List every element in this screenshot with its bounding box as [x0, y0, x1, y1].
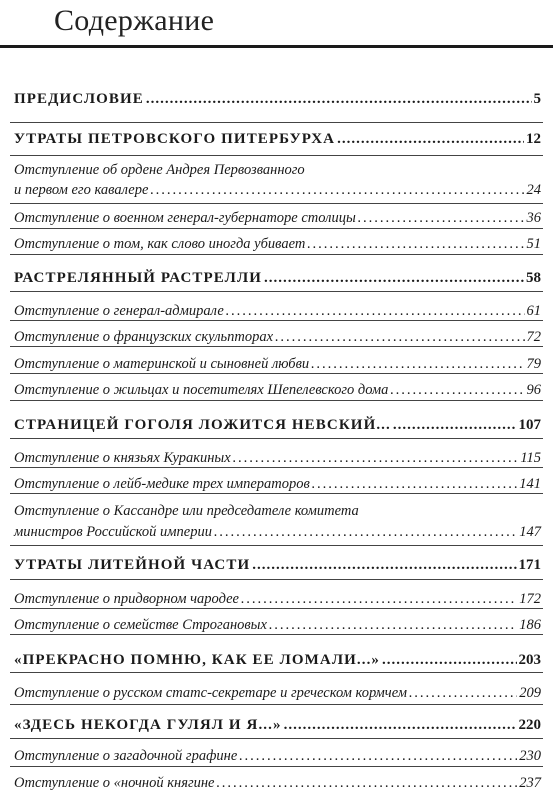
toc-divider	[10, 467, 543, 468]
toc-divider	[10, 608, 543, 609]
toc-entry-label: «ПРЕКРАСНО ПОМНЮ, КАК ЕЕ ЛОМАЛИ...»	[14, 652, 381, 668]
toc-chapter-entry[interactable]	[14, 131, 541, 148]
toc-entry-label: УТРАТЫ ПЕТРОВСКОГО ПИТЕРБУРХА	[14, 131, 336, 147]
toc-divider	[10, 373, 543, 374]
toc-divider	[10, 766, 543, 767]
toc-divider	[10, 346, 543, 347]
toc-page-number: 220	[518, 717, 541, 733]
toc-entry-label: министров Российской империи	[14, 524, 212, 540]
toc-subsection-entry[interactable]	[14, 236, 541, 253]
toc-divider	[10, 291, 543, 292]
dot-leader	[264, 270, 524, 287]
dot-leader	[216, 775, 517, 792]
dot-leader	[269, 617, 517, 634]
toc-subsection-entry[interactable]	[14, 617, 541, 634]
toc-chapter-entry[interactable]	[14, 717, 541, 734]
toc-page-number: 230	[519, 748, 541, 764]
toc-entry-label: Отступление о придворном чародее	[14, 591, 239, 607]
toc-page-number: 12	[526, 131, 541, 147]
toc-divider	[10, 493, 543, 494]
toc-divider	[10, 203, 543, 204]
toc-subsection-entry[interactable]	[14, 450, 541, 467]
toc-entry-label: Отступление о лейб-медике трех императоров	[14, 476, 310, 492]
toc-entry-label: Отступление о французских скульпторах	[14, 329, 274, 345]
dot-leader	[382, 652, 516, 669]
toc-divider	[10, 579, 543, 580]
toc-chapter-entry[interactable]	[14, 270, 541, 287]
toc-page-number: 147	[519, 524, 541, 540]
toc-entry-label: ПРЕДИСЛОВИЕ	[14, 91, 144, 107]
toc-subsection-entry[interactable]	[14, 182, 541, 199]
toc-subsection-entry[interactable]	[14, 685, 541, 702]
toc-divider	[10, 438, 543, 439]
toc-divider	[10, 545, 543, 546]
toc-divider	[10, 672, 543, 673]
toc-page-number: 96	[526, 382, 541, 398]
page-title: Содержание	[54, 4, 215, 37]
toc-entry-first-line: Отступление о Кассандре или председателе комитета	[14, 503, 359, 519]
toc-entry-label: Отступление о семействе Строгановых	[14, 617, 267, 633]
toc-entry-label: РАСТРЕЛЯННЫЙ РАСТРЕЛЛИ	[14, 270, 262, 286]
toc-chapter-entry[interactable]	[14, 417, 541, 434]
toc-page-number: 171	[518, 557, 541, 573]
toc-divider	[10, 320, 543, 321]
dot-leader	[226, 303, 525, 320]
dot-leader	[337, 131, 524, 148]
toc-divider	[10, 634, 543, 635]
toc-page-number: 141	[519, 476, 541, 492]
toc-page-number: 79	[526, 356, 541, 372]
dot-leader	[390, 382, 524, 399]
toc-divider	[10, 254, 543, 255]
toc-subsection-entry[interactable]	[14, 591, 541, 608]
toc-chapter-entry[interactable]	[14, 652, 541, 669]
toc-page-number: 58	[526, 270, 541, 286]
toc-entry-label: Отступление о военном генерал-губернаторе столицы	[14, 210, 356, 226]
dot-leader	[307, 236, 524, 253]
toc-page-number: 186	[519, 617, 541, 633]
toc-page-number: 237	[519, 775, 541, 791]
toc-page-number: 51	[526, 236, 541, 252]
toc-chapter-entry[interactable]	[14, 91, 541, 108]
dot-leader	[284, 717, 517, 734]
toc-entry-label: и первом его кавалере	[14, 182, 149, 198]
toc-subsection-entry[interactable]	[14, 524, 541, 541]
toc-entry-first-line: Отступление об ордене Андрея Первозванного	[14, 162, 305, 178]
toc-entry-label: Отступление о «ночной княгине	[14, 775, 215, 791]
toc-divider	[10, 228, 543, 229]
toc-page-number: 115	[520, 450, 541, 466]
toc-entry-label: «ЗДЕСЬ НЕКОГДА ГУЛЯЛ И Я...»	[14, 717, 282, 733]
toc-subsection-entry[interactable]	[14, 775, 541, 792]
toc-subsection-entry[interactable]	[14, 303, 541, 320]
toc-divider	[10, 738, 543, 739]
toc-entry-label: Отступление о генерал-адмирале	[14, 303, 224, 319]
dot-leader	[150, 182, 524, 199]
dot-leader	[312, 476, 517, 493]
toc-entry-label: Отступление о том, как слово иногда убивает	[14, 236, 306, 252]
toc-entry-label: Отступление о загадочной графине	[14, 748, 238, 764]
toc-page-number: 72	[526, 329, 541, 345]
toc-entry-label: Отступление о русском статс-секретаре и греческом кормчем	[14, 685, 408, 701]
toc-subsection-entry[interactable]	[14, 329, 541, 346]
dot-leader	[214, 524, 517, 541]
toc-page-number: 61	[526, 303, 541, 319]
dot-leader	[311, 356, 524, 373]
toc-entry-label: Отступление о материнской и сыновней любви	[14, 356, 310, 372]
toc-entry-label: СТРАНИЦЕЙ ГОГОЛЯ ЛОЖИТСЯ НЕВСКИЙ...	[14, 417, 391, 433]
toc-page-number: 209	[519, 685, 541, 701]
dot-leader	[358, 210, 525, 227]
toc-divider	[10, 400, 543, 401]
dot-leader	[239, 748, 517, 765]
toc-subsection-entry[interactable]	[14, 210, 541, 227]
dot-leader	[252, 557, 516, 574]
toc-page-number: 172	[519, 591, 541, 607]
toc-divider	[10, 122, 543, 123]
dot-leader	[146, 91, 532, 108]
toc-entry-label: Отступление о жильцах и посетителях Шепелевского дома	[14, 382, 389, 398]
toc-page-number: 203	[518, 652, 541, 668]
toc-divider	[10, 155, 543, 156]
toc-entry-label: Отступление о князьях Куракиных	[14, 450, 231, 466]
dot-leader	[233, 450, 519, 467]
toc-page-number: 36	[526, 210, 541, 226]
dot-leader	[393, 417, 517, 434]
toc-entry-label: УТРАТЫ ЛИТЕЙНОЙ ЧАСТИ	[14, 557, 251, 573]
dot-leader	[275, 329, 524, 346]
toc-page-number: 107	[518, 417, 541, 433]
toc-subsection-entry[interactable]	[14, 382, 541, 399]
toc-subsection-entry[interactable]	[14, 476, 541, 493]
toc-page-number: 5	[533, 91, 541, 107]
toc-subsection-entry[interactable]	[14, 356, 541, 373]
toc-chapter-entry[interactable]	[14, 557, 541, 574]
dot-leader	[241, 591, 517, 608]
toc-subsection-entry[interactable]	[14, 748, 541, 765]
toc-page-number: 24	[526, 182, 541, 198]
toc-divider	[10, 704, 543, 705]
dot-leader	[409, 685, 517, 702]
